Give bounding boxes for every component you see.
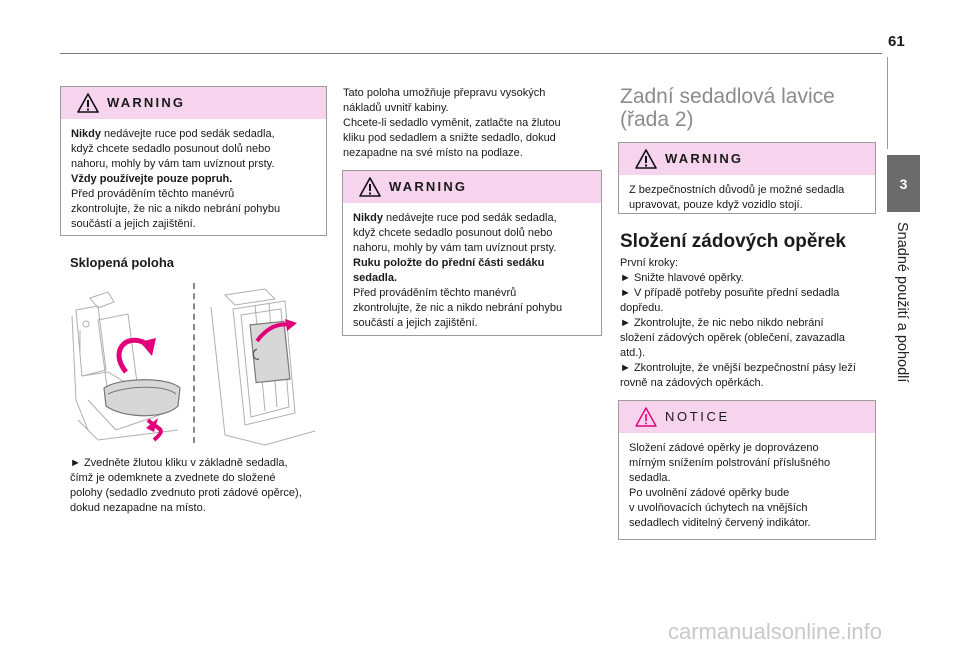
seat-fold-illustration xyxy=(68,280,190,448)
side-rule xyxy=(887,57,888,149)
text-line: Před prováděním těchto manévrů xyxy=(353,287,517,299)
text-line: Z bezpečnostních důvodů je možné sedadla xyxy=(629,184,845,196)
text-line: nákladů uvnitř kabiny. xyxy=(343,102,449,114)
text-line: Po uvolnění zádové opěrky bude xyxy=(629,487,790,499)
text-line: ► Zkontrolujte, že vnější bezpečnostní pásy leží xyxy=(620,362,856,374)
notice-box xyxy=(618,400,876,540)
notice-label: NOTICE xyxy=(665,409,730,424)
warning-icon xyxy=(77,93,99,113)
watermark: carmanualsonline.info xyxy=(668,619,883,644)
text-line: rovně na zádových opěrkách. xyxy=(620,377,764,389)
warning-box-right xyxy=(618,142,876,214)
text-line: Nikdy nedávejte ruce pod sedák sedadla, xyxy=(353,212,557,224)
section-heading-backrests: Složení zádových opěrek xyxy=(620,231,846,252)
text-line: dokud nezapadne na místo. xyxy=(70,502,206,514)
warning-icon xyxy=(359,177,381,197)
section-heading-folded: Sklopená poloha xyxy=(70,255,175,270)
text-line: součástí a jejich zajištění. xyxy=(353,317,478,329)
intro-text xyxy=(343,86,603,161)
illustration-divider xyxy=(193,283,195,443)
steps-text xyxy=(620,256,880,391)
text-line: Před prováděním těchto manévrů xyxy=(71,188,235,200)
warning-header xyxy=(343,171,601,203)
text-line: atd.). xyxy=(620,347,646,359)
warning-header xyxy=(61,87,326,119)
chapter-tab[interactable] xyxy=(887,155,920,212)
text-line: ► Zkontrolujte, že nic nebo nikdo nebrání xyxy=(620,317,824,329)
warning-label: WARNING xyxy=(665,151,744,166)
warning-box-middle xyxy=(342,170,602,336)
text-line: Nikdy nedávejte ruce pod sedák sedadla, xyxy=(71,128,275,140)
text-line: sedadlech viditelný červený indikátor. xyxy=(629,517,811,529)
warning-label: WARNING xyxy=(107,95,186,110)
chapter-title: Snadné použití a pohodlí xyxy=(894,222,910,383)
text-line: ► V případě potřeby posuňte přední sedadla xyxy=(620,287,840,299)
text-line: Vždy používejte pouze popruh. xyxy=(71,173,233,185)
text-line: nahoru, mohly by vám tam uvíznout prsty. xyxy=(353,242,557,254)
caption-folded xyxy=(70,456,330,516)
text-line: sedadla. xyxy=(629,472,671,484)
notice-text xyxy=(619,433,875,541)
text-line: když chcete sedadlo posunout dolů nebo xyxy=(353,227,553,239)
warning-icon xyxy=(635,149,657,169)
warning-text xyxy=(619,175,875,223)
warning-box-left xyxy=(60,86,327,236)
section-title-line-1: Zadní sedadlová lavice xyxy=(620,85,835,108)
text-line: Chcete-li sedadlo vyměnit, zatlačte na žlutou xyxy=(343,117,561,129)
text-line: sedadla. xyxy=(353,272,398,284)
text-line: zkontrolujte, že nic a nikdo nebrání pohybu xyxy=(71,203,281,215)
text-line: dopředu. xyxy=(620,302,664,314)
warning-text xyxy=(343,203,601,341)
text-line: čímž je odemknete a zvednete do složené xyxy=(70,472,276,484)
text-line: polohy (sedadlo zvednuto proti zádové opěrce), xyxy=(70,487,302,499)
text-line: Složení zádové opěrky je doprovázeno xyxy=(629,442,819,454)
text-line: upravovat, pouze když vozidlo stojí. xyxy=(629,199,803,211)
section-title-line-2: (řada 2) xyxy=(620,108,694,131)
text-line: Tato poloha umožňuje přepravu vysokých xyxy=(343,87,546,99)
text-line: v uvolňovacích úchytech na vnějších xyxy=(629,502,808,514)
page-number: 61 xyxy=(888,33,905,50)
section-title-rear-bench xyxy=(620,85,835,131)
text-line: kliku pod sedadlem a snižte sedadlo, dokud xyxy=(343,132,556,144)
chapter-number: 3 xyxy=(899,176,908,192)
warning-header xyxy=(619,143,875,175)
text-line: Ruku položte do přední části sedáku xyxy=(353,257,545,269)
text-line: zkontrolujte, že nic a nikdo nebrání pohybu xyxy=(353,302,563,314)
text-line: když chcete sedadlo posunout dolů nebo xyxy=(71,143,271,155)
text-line: ► Snižte hlavové opěrky. xyxy=(620,272,744,284)
text-line: První kroky: xyxy=(620,257,679,269)
text-line: nahoru, mohly by vám tam uvíznout prsty. xyxy=(71,158,275,170)
text-line: součástí a jejich zajištění. xyxy=(71,218,196,230)
warning-text xyxy=(61,119,326,242)
text-line: mírným snížením polstrování příslušného xyxy=(629,457,831,469)
notice-header xyxy=(619,401,875,433)
text-line: ► Zvedněte žlutou kliku v základně sedadla, xyxy=(70,457,288,469)
text-line: nezapadne na své místo na podlaze. xyxy=(343,147,523,159)
seat-folded-illustration xyxy=(205,285,325,450)
notice-icon xyxy=(635,407,657,427)
text-line: složení zádových opěrek (oblečení, zavazadla xyxy=(620,332,846,344)
header-rule xyxy=(60,53,882,54)
warning-label: WARNING xyxy=(389,179,468,194)
